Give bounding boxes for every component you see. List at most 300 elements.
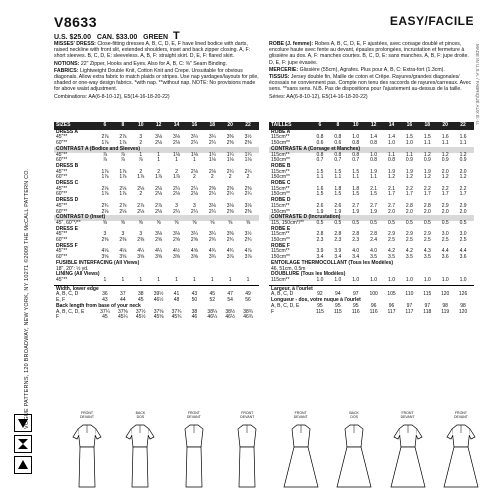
cell-value: 2⅞: [101, 134, 109, 141]
cell-value: 3⅛: [173, 231, 180, 238]
cell-value: 4.0: [370, 248, 378, 255]
cell-value: 97: [352, 291, 359, 298]
garment-figure: [117, 411, 163, 491]
row-values: [96, 315, 257, 321]
garment-figure: [331, 411, 377, 491]
section-title: DRESS F: [56, 242, 78, 249]
cell-value: 0.7: [334, 157, 342, 164]
cell-value: 2¼: [226, 168, 234, 175]
cell-value: 46¼: [207, 314, 218, 321]
cell-value: 0.9: [423, 157, 431, 164]
row-values: [96, 123, 257, 129]
misses-text: Close-fitting dresses A, B, C, D, E, F have lined bodice with darts, raised neckline with front slit, extended shoulders, inset and back zipper closing. A, F: short sleeves. B, C, D, E: sleeveless. A, B, F: straight skirt. D, E, F: flared skirt.: [54, 41, 251, 60]
cell-value: 3⅞: [226, 254, 234, 261]
cell-value: 1.0: [405, 276, 413, 283]
cell-value: 1.7: [459, 191, 467, 198]
row-label: 60"**: [56, 237, 68, 244]
cell-value: 46½: [153, 297, 164, 304]
row-values: [311, 123, 472, 129]
cell-value: 1.5: [405, 134, 413, 141]
cell-value: 1.1: [388, 151, 395, 158]
cell-value: 43: [191, 291, 198, 298]
cell-value: 18: [209, 122, 216, 128]
cell-value: 96: [388, 302, 395, 309]
cell-value: 46½: [225, 314, 236, 321]
dress-drawing: [117, 421, 163, 491]
section-title: DRESS A: [56, 128, 79, 135]
cell-value: 117: [387, 308, 396, 315]
cell-value: 1.2: [441, 151, 449, 158]
cell-value: 2¾: [226, 237, 234, 244]
figure-caption: FRONT DEVANT: [240, 411, 255, 419]
cell-value: 1.0: [352, 134, 360, 141]
section-title: DRESS C: [56, 180, 79, 187]
row-label: 60"**: [56, 191, 68, 198]
cell-value: 1.5: [334, 191, 342, 198]
cell-value: [383, 267, 401, 273]
triangle-up-icon: [14, 456, 32, 474]
table-row: [269, 221, 474, 227]
cell-value: ⅝: [120, 219, 125, 226]
cell-value: 39½: [153, 291, 164, 298]
cell-value: 1.7: [423, 191, 431, 198]
cell-value: 2⅛: [173, 191, 180, 198]
cell-value: 2.0: [441, 208, 449, 215]
row-values: [96, 278, 257, 284]
cell-value: ⅝: [174, 219, 179, 226]
cell-value: 1.0: [316, 276, 324, 283]
robe-label: ROBE (J. femme):: [269, 41, 314, 47]
cell-value: 3.4: [316, 254, 324, 261]
garment-figure: [64, 411, 110, 491]
section-title: ROBE A: [271, 128, 291, 135]
figure-caption: FRONT DEVANT: [400, 411, 415, 419]
cell-value: 12: [370, 122, 377, 128]
skirt-outline: [79, 447, 95, 487]
cell-value: ⅝: [138, 219, 143, 226]
cell-value: 1.2: [388, 174, 395, 181]
section-title: DRESS D: [56, 197, 79, 204]
cell-value: 1: [139, 276, 143, 283]
cell-value: 45½: [135, 314, 146, 321]
cell-value: 92: [317, 291, 323, 298]
table-row: [269, 175, 474, 181]
table-row: [269, 310, 474, 316]
cell-value: [347, 267, 365, 273]
sleeve-outline: [73, 429, 79, 439]
cell-value: 0.9: [405, 157, 413, 164]
cell-value: 3.5: [423, 254, 431, 261]
size-header-row: [54, 122, 259, 130]
cell-value: 2¼: [244, 191, 252, 198]
table-row: [54, 221, 259, 227]
cell-value: 1: [210, 276, 214, 283]
cell-value: 3: [121, 231, 125, 238]
cell-value: 117: [405, 308, 414, 315]
cell-value: 98: [442, 302, 448, 309]
cell-value: 45: [102, 314, 108, 321]
cell-value: 10: [352, 122, 359, 128]
cell-value: 3.6: [459, 254, 467, 261]
cell-value: 2⅛: [190, 168, 198, 175]
cell-value: 2⅞: [155, 202, 163, 209]
cell-value: 3¾: [208, 254, 216, 261]
cell-value: ⅝: [245, 219, 251, 226]
cell-value: 0.7: [352, 157, 360, 164]
cell-value: 1: [175, 276, 178, 283]
cell-value: 95: [317, 302, 323, 309]
cell-value: 96: [370, 302, 377, 309]
garment-figure: [385, 411, 431, 491]
cell-value: 1.0: [370, 276, 378, 283]
cell-value: 3.0: [441, 231, 449, 238]
cell-value: 1.5: [316, 191, 324, 198]
cell-value: 98: [460, 302, 466, 309]
cell-value: 2¼: [208, 140, 216, 147]
cell-value: 0.9: [459, 157, 467, 164]
robe-text: Robes A, B, C, D, E, F ajustées, avec corsage doublé et pinces, encolure haute avec fente au devant, épaules prolongées, incrustation et fermeture à glissière au dos. A, F: manches courtes. B, C, D, E: sans manches. A, B, F: jupe droite. D, E, F: jupe évasée.: [269, 41, 469, 66]
section-title: DRESS E: [56, 225, 78, 232]
cell-value: 1.0: [388, 140, 395, 147]
row-values: [311, 221, 472, 227]
cell-value: [168, 267, 186, 273]
cell-value: 2⅝: [173, 237, 180, 244]
cell-value: 4¾: [208, 248, 216, 255]
cell-value: 3⅝: [173, 254, 180, 261]
cell-value: 2.9: [405, 231, 413, 238]
cell-value: 2.4: [370, 237, 378, 244]
cell-value: 1.5: [370, 191, 378, 198]
cell-value: ⅝: [192, 219, 197, 226]
cell-value: 1: [193, 157, 196, 164]
cell-value: 3.5: [405, 254, 413, 261]
grade-letter: T: [172, 30, 180, 42]
cell-value: 2.9: [459, 202, 467, 209]
cell-value: 2: [139, 140, 143, 147]
cell-value: 3⅞: [244, 254, 252, 261]
cell-value: 2⅞: [119, 202, 127, 209]
cell-value: 115: [423, 291, 432, 298]
cell-value: 1.5: [352, 191, 360, 198]
figure-caption: FRONT DEVANT: [186, 411, 201, 419]
cell-value: 1⅞: [155, 174, 163, 181]
table-row: [269, 192, 474, 198]
garment-figure: [171, 411, 217, 491]
cell-value: [454, 267, 472, 273]
cell-value: [132, 267, 150, 273]
cell-value: 3⅛: [173, 134, 180, 141]
cell-value: 2¼: [208, 208, 216, 215]
cell-value: 0.8: [370, 140, 378, 147]
cell-value: 50: [191, 297, 198, 304]
cell-value: 2.0: [388, 208, 395, 215]
cell-value: 0.5: [334, 219, 342, 226]
cell-value: 1.5: [352, 168, 360, 175]
back-length-title: Longueur - dos, votre nuque à l'ourlet: [271, 297, 361, 304]
cell-value: 2: [139, 191, 143, 198]
section-title: ROBE C: [271, 180, 291, 187]
cell-value: ⅞: [120, 157, 125, 164]
cell-value: 2⅜: [119, 237, 127, 244]
cell-value: 1.2: [441, 174, 449, 181]
row-values: [311, 158, 472, 164]
cell-value: 1.1: [405, 151, 413, 158]
cell-value: 2.0: [441, 168, 449, 175]
price-us: U.S. $25.00: [54, 34, 91, 41]
cell-value: 100: [369, 291, 378, 298]
cell-value: 0.5: [441, 219, 449, 226]
cell-value: 4⅛: [119, 248, 127, 255]
row-label: 150cm**: [271, 237, 290, 244]
figure-caption: FRONT DEVANT: [293, 411, 308, 419]
cell-value: 2¼: [173, 185, 180, 192]
cell-value: 6: [318, 122, 322, 128]
cell-value: 0.5: [405, 219, 413, 226]
row-label: 115cm**: [271, 151, 290, 158]
sleeve-outline: [447, 429, 453, 439]
cell-value: 2⅛: [119, 185, 127, 192]
row-label: 45"**: [56, 248, 68, 255]
cell-value: 95: [352, 302, 359, 309]
cell-value: 38¼: [207, 308, 218, 315]
cell-value: 0.8: [334, 151, 342, 158]
cell-value: 3.4: [334, 254, 342, 261]
cell-value: 2⅜: [101, 237, 109, 244]
section-title: ROBE F: [271, 242, 290, 249]
cell-value: 3: [175, 202, 178, 209]
section-title: ENTOILAGE THERMOCOLLANT (Tous les Modèles): [271, 259, 394, 266]
cell-value: 1.0: [352, 276, 360, 283]
cell-value: 3⅛: [244, 202, 252, 209]
cell-value: 1.9: [370, 208, 378, 215]
cell-value: 1.9: [316, 208, 324, 215]
cell-value: 3: [139, 134, 143, 141]
row-values: [96, 210, 257, 216]
cell-value: 2⅜: [244, 140, 252, 147]
cell-value: 115: [333, 308, 342, 315]
dress-drawing: [385, 421, 431, 491]
cell-value: 1: [228, 276, 232, 283]
cell-value: 1.2: [423, 174, 431, 181]
cell-value: 2⅛: [137, 185, 145, 192]
cell-value: ⅝: [228, 219, 233, 226]
cell-value: 1: [139, 151, 143, 158]
cell-value: 0.8: [316, 134, 324, 141]
cell-value: 3⅛: [155, 231, 163, 238]
cell-value: 41: [173, 291, 180, 298]
cell-value: 1.1: [334, 174, 342, 181]
skirt-outline: [337, 447, 371, 487]
cell-value: 2.1: [388, 185, 395, 192]
cell-value: 4⅝: [190, 248, 198, 255]
cell-value: 2.0: [459, 208, 467, 215]
section-title: ROBE D: [271, 197, 291, 204]
cell-value: ⅞: [120, 151, 125, 158]
cell-value: 4½: [173, 248, 180, 255]
cell-value: 1.0: [441, 276, 449, 283]
section-title: FUSIBLE INTERFACING (All Views): [56, 259, 140, 266]
dress-drawing: [224, 421, 270, 491]
cell-value: 36: [102, 291, 108, 298]
cell-value: 2.8: [352, 231, 360, 238]
cell-value: 4.4: [459, 248, 467, 255]
price-can: CAN. $33.00: [96, 34, 138, 41]
row-label: 18", 20": ½ yd.: [56, 265, 89, 272]
cell-value: 1.4: [388, 134, 395, 141]
section-title: DOUBLURE (Tous les Modèles): [271, 271, 346, 278]
english-description: [54, 41, 259, 101]
triangle-down-icon: [14, 414, 32, 432]
cell-value: 0.5: [370, 219, 378, 226]
cell-value: 1¼: [226, 151, 234, 158]
cell-value: 1.6: [441, 134, 449, 141]
cell-value: 3½: [244, 231, 252, 238]
cell-value: 0.8: [316, 151, 324, 158]
skirt-outline: [391, 447, 425, 487]
cell-value: 2.5: [459, 237, 467, 244]
cell-value: [185, 267, 203, 273]
cell-value: 1.0: [370, 151, 378, 158]
cell-value: 1⅛: [173, 151, 180, 158]
section-title: CONTRASTE A (Corsage et Manches): [269, 147, 474, 153]
garment-line-drawings: [64, 411, 484, 491]
difficulty-label: EASY/FACILE: [389, 14, 474, 28]
cell-value: 2⅛: [190, 191, 198, 198]
cell-value: 2.7: [352, 202, 360, 209]
row-label: 115cm**: [271, 202, 290, 209]
cell-value: 3⅝: [137, 254, 145, 261]
cell-value: [239, 267, 257, 273]
section-title: CONTRASTE D (Incrustation): [269, 215, 474, 221]
cell-value: 4.4: [441, 248, 449, 255]
cell-value: 3⅜: [226, 134, 234, 141]
row-label: 115cm**: [271, 276, 290, 283]
row-values: [311, 192, 472, 198]
cell-value: 0.6: [334, 140, 342, 147]
garment-figure: [438, 411, 484, 491]
cell-value: ⅝: [210, 219, 215, 226]
symbol-legend: [14, 414, 36, 477]
cell-value: 37¼: [100, 308, 110, 315]
cell-value: 1.1: [441, 140, 449, 147]
cell-value: 3⅝: [101, 254, 109, 261]
cell-value: 45¾: [171, 314, 182, 321]
cell-value: 3.9: [334, 248, 342, 255]
cell-value: ⅞: [102, 157, 108, 164]
skirt-outline: [239, 447, 255, 487]
cell-value: 97: [406, 302, 413, 309]
row-label: 46, 51cm, 0.5m: [271, 265, 306, 272]
row-label: 150cm**: [271, 254, 290, 261]
row-label: TAILLES: [271, 122, 292, 128]
row-values: [311, 175, 472, 181]
cell-value: 126: [458, 291, 468, 298]
cell-value: 3⅜: [226, 231, 234, 238]
dress-drawing: [438, 421, 484, 491]
table-row: [54, 315, 259, 321]
tissus-text: Jersey double fin, Maille de coton et Crêpe. Rayures/grandes diagonales/écossais ne conviennent pas. Compte non tenu des raccords de rayures/carreaux. Avec sens. **sans sens. N.B. Pas de dispositions pour l'ajustement au-dessus de la taille.: [269, 74, 472, 93]
cell-value: 2.2: [423, 185, 431, 192]
pattern-number: V8633: [54, 14, 97, 30]
cell-value: 2⅛: [155, 185, 163, 192]
row-label: 45", 60"*/**: [56, 219, 81, 226]
cell-value: 1.7: [405, 191, 413, 198]
figure-caption: FRONT DEVANT: [453, 411, 468, 419]
cell-value: 1⅞: [119, 168, 127, 175]
cell-value: 37½: [135, 308, 146, 315]
cell-value: 2.6: [334, 202, 342, 209]
row-label: SIZES: [56, 122, 71, 128]
fabrics-label: FABRICS:: [54, 67, 79, 74]
skirt-outline: [284, 447, 318, 487]
cell-value: 119: [441, 308, 450, 315]
cell-value: 37⅝: [153, 308, 164, 315]
cell-value: 2.8: [423, 202, 431, 209]
cell-value: 38: [137, 291, 144, 298]
series-line: Séries: AA(6-8-10-12), E5(14-16-18-20-22): [269, 93, 368, 100]
cell-value: 2⅛: [101, 185, 109, 192]
cell-value: 4.3: [423, 248, 431, 255]
cell-value: 2¾: [244, 237, 252, 244]
cell-value: 1.2: [459, 174, 467, 181]
cell-value: 2.5: [388, 237, 395, 244]
cell-value: 2.0: [423, 208, 431, 215]
cell-value: 12: [155, 122, 162, 128]
cell-value: 0.6: [316, 140, 324, 147]
cell-value: 115: [315, 308, 324, 315]
cell-value: 1.6: [316, 185, 324, 192]
cell-value: 1.1: [316, 174, 324, 181]
sleeve-outline: [148, 429, 154, 439]
section-title: CONTRAST A (Bodice and Sleeves): [54, 147, 259, 153]
cell-value: 1.0: [388, 276, 395, 283]
cell-value: 4.2: [405, 248, 413, 255]
cell-value: 0.8: [352, 140, 360, 147]
cell-value: 2⅛: [137, 208, 145, 215]
cell-value: 1⅛: [244, 157, 252, 164]
cell-value: 1⅞: [119, 140, 127, 147]
yardage-table-english: [54, 122, 259, 321]
cell-value: 2.2: [441, 185, 449, 192]
cell-value: 2⅞: [137, 202, 145, 209]
cell-value: 1¼: [244, 151, 252, 158]
cell-value: 1⅞: [119, 174, 127, 181]
cell-value: 1.1: [370, 174, 378, 181]
row-label: 45"**: [56, 134, 68, 141]
cell-value: 1.9: [334, 208, 342, 215]
cell-value: 2⅝: [190, 237, 198, 244]
row-label: 150cm**: [271, 174, 290, 181]
made-in-line: MADE IN U.S.A. / FABRIQUÉ AUX É.-U.: [475, 44, 480, 126]
cell-value: 1.2: [423, 151, 431, 158]
skirt-outline: [444, 447, 478, 487]
cell-value: 44: [120, 297, 126, 304]
cell-value: 2¼: [190, 208, 198, 215]
cell-value: 3⅝: [155, 254, 163, 261]
sleeve-outline: [95, 429, 101, 439]
cell-value: [221, 267, 239, 273]
cell-value: 1.8: [334, 185, 342, 192]
cell-value: 3¼: [208, 231, 216, 238]
cell-value: 1⅛: [208, 157, 216, 164]
cell-value: 1: [103, 276, 107, 283]
cell-value: 2⅜: [208, 185, 216, 192]
cell-value: 1.6: [459, 134, 467, 141]
cell-value: 1.0: [405, 140, 413, 147]
cell-value: 2¼: [190, 140, 198, 147]
cell-value: 2⅞: [119, 134, 127, 141]
cell-value: 97: [424, 302, 431, 309]
